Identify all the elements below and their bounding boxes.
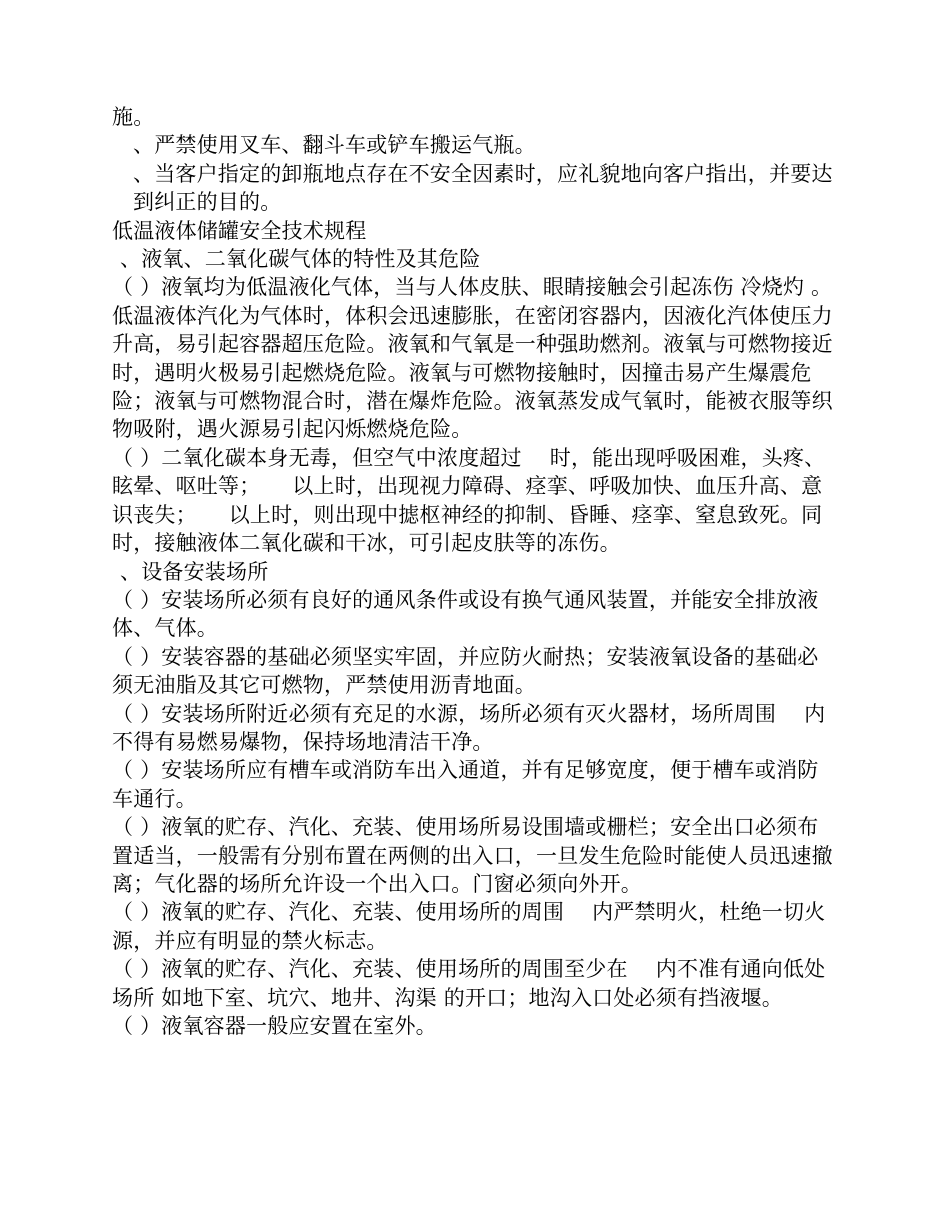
document-body [112, 103, 838, 1040]
paragraph-no-open-flame: （ ）液氧的贮存、汽化、充装、使用场所的周围 内严禁明火，杜绝一切火源，并应有明显的禁火标志。 [112, 900, 826, 953]
paragraph-foundation: （ ）安装容器的基础必须坚实牢固，并应防火耐热；安装液氧设备的基础必须无油脂及其它可燃物，严禁使用沥青地面。 [112, 644, 819, 698]
paragraph-continuation: 施。 [112, 105, 155, 129]
paragraph-liquid-oxygen-hazards: （ ）液氧均为低温液化气体，当与人体皮肤、眼睛接触会引起冻伤 冷烧灼 。低温液体汽化为气体时，体积会迅速膨胀，在密闭容器内，因液化汽体使压力升高，易引起容器超压危险。液氧和气氧是一种强助燃剂。液氧与可燃物接近时，遇明火极易引起燃烧危险。液氧与可燃物接触时，因撞击易产生爆震危险；液氧与可燃物混合时，潜在爆炸危险。液氧蒸发成气氧时，能被衣服等织物吸附，遇火源易引起闪烁燃烧危险。 [112, 275, 833, 442]
paragraph-unsafe-unloading: 、当客户指定的卸瓶地点存在不安全因素时，应礼貌地向客户指出，并要达到纠正的目的。 [133, 161, 833, 215]
paragraph-access-road: （ ）安装场所应有槽车或消防车出入通道，并有足够宽度，便于槽车或消防车通行。 [112, 758, 819, 811]
paragraph-co2-hazards: （ ）二氧化碳本身无毒，但空气中浓度超过 时，能出现呼吸困难，头疼、眩晕、呕吐等； 以上时，出现视力障碍、痉挛、呼吸加快、血压升高、意识丧失； 以上时，则出现中摅枢神经的抑制、昏睡、痉挛、窒息致死。同时，接触液体二氧化碳和干冰，可引起皮肤等的冻伤。 [112, 445, 826, 556]
paragraph-fence-exits: （ ）液氧的贮存、汽化、充装、使用场所易设围墙或栅栏；安全出口必须布置适当，一般需有分别布置在两侧的出入口，一旦发生危险时能使人员迅速撤离；气化器的场所允许设一个出入口。门窗必须向外开。 [112, 815, 833, 896]
paragraph-outdoor-placement: （ ）液氧容器一般应安置在室外。 [112, 1014, 437, 1038]
paragraph-ventilation: （ ）安装场所必须有良好的通风条件或设有换气通风装置，并能安全排放液体、气体。 [112, 587, 819, 641]
section-heading-cryogenic-tank: 低温液体储罐安全技术规程 [112, 218, 367, 243]
section-heading-gas-properties: 、液氧、二氧化碳气体的特性及其危险 [120, 247, 481, 272]
section-heading-installation-site: 、设备安装场所 [120, 559, 269, 584]
paragraph-water-source: （ ）安装场所附近必须有充足的水源，场所必须有灭火器材，场所周围 内不得有易燃易爆物，保持场地清洁干净。 [112, 701, 826, 754]
paragraph-no-forklift: 、严禁使用叉车、翻斗车或铲车搬运气瓶。 [133, 133, 536, 158]
paragraph-no-low-openings: （ ）液氧的贮存、汽化、充装、使用场所的周围至少在 内不准有通向低处场所 如地下室、坑穴、地井、沟渠 的开口；地沟入口处必须有挡液堰。 [112, 957, 826, 1010]
